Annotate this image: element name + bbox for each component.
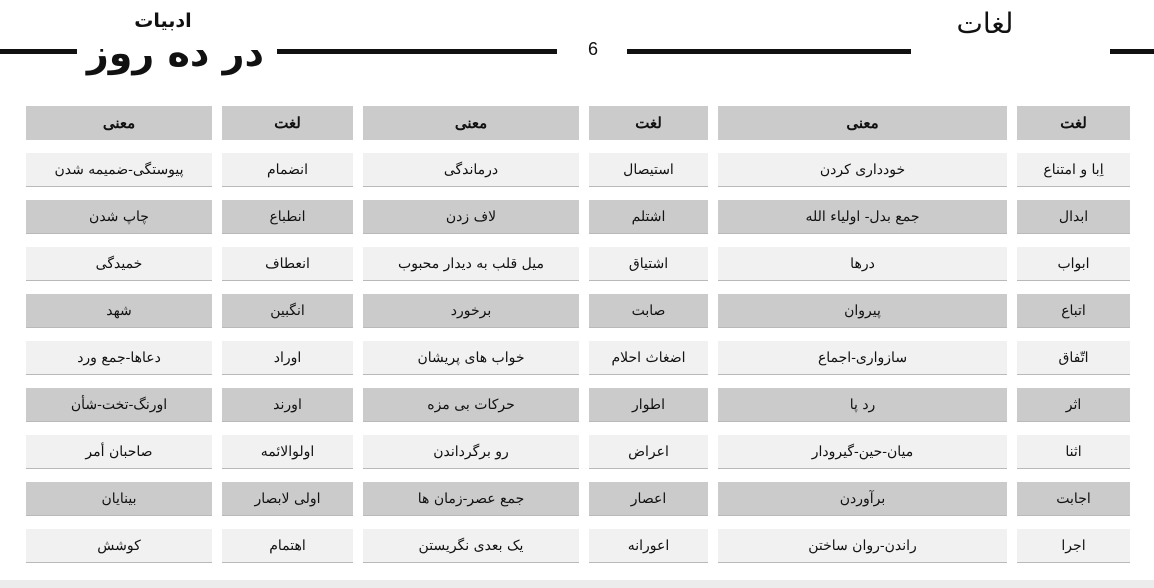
meaning-cell: اورنگ-تخت-شأن xyxy=(26,388,212,422)
word-cell: اورند xyxy=(222,388,353,422)
word-cell: اعورانه xyxy=(589,529,708,563)
glossary-table xyxy=(26,106,1112,574)
word-cell: اثنا xyxy=(1017,435,1130,469)
column-header-meaning: معنی xyxy=(26,106,212,140)
header-rule-right xyxy=(1110,49,1154,54)
word-cell: اجابت xyxy=(1017,482,1130,516)
column-header-word: لغت xyxy=(222,106,353,140)
header-rule-center-left xyxy=(277,49,557,54)
word-cell: اثر xyxy=(1017,388,1130,422)
word-cell: صابت xyxy=(589,294,708,328)
page-bottom-band xyxy=(0,580,1154,588)
word-cell: اجرا xyxy=(1017,529,1130,563)
word-cell: انطباع xyxy=(222,200,353,234)
column-header-word: لغت xyxy=(1017,106,1130,140)
meaning-cell: برخورد xyxy=(363,294,579,328)
brand-subtitle: ادبیات xyxy=(134,10,192,32)
word-cell: اوراد xyxy=(222,341,353,375)
page-number: 6 xyxy=(587,39,598,59)
header-rule-left xyxy=(0,49,77,54)
meaning-cell: راندن-روان ساختن xyxy=(718,529,1007,563)
meaning-cell: برآوردن xyxy=(718,482,1007,516)
brand-title: در ده روز xyxy=(86,31,264,75)
meaning-cell: کوشش xyxy=(26,529,212,563)
meaning-cell: شهد xyxy=(26,294,212,328)
meaning-cell: لاف زدن xyxy=(363,200,579,234)
meaning-cell: چاپ شدن xyxy=(26,200,212,234)
word-cell: انعطاف xyxy=(222,247,353,281)
word-cell: ابواب xyxy=(1017,247,1130,281)
meaning-cell: حرکات بی مزه xyxy=(363,388,579,422)
word-cell: اشتیاق xyxy=(589,247,708,281)
column-header-word: لغت xyxy=(589,106,708,140)
word-cell: انگبین xyxy=(222,294,353,328)
meaning-cell: رو برگرداندن xyxy=(363,435,579,469)
meaning-cell: میل قلب به دیدار محبوب xyxy=(363,247,579,281)
meaning-cell: جمع عصر-زمان ها xyxy=(363,482,579,516)
meaning-cell: صاحبان أمر xyxy=(26,435,212,469)
word-cell: استیصال xyxy=(589,153,708,187)
word-cell: اولوالائمه xyxy=(222,435,353,469)
word-cell: انضمام xyxy=(222,153,353,187)
meaning-cell: پیروان xyxy=(718,294,1007,328)
meaning-cell: جمع بدل- اولیاء الله xyxy=(718,200,1007,234)
meaning-cell: میان-حین-گیرودار xyxy=(718,435,1007,469)
meaning-cell: دعاها-جمع ورد xyxy=(26,341,212,375)
meaning-cell: خودداری کردن xyxy=(718,153,1007,187)
section-title: لغات xyxy=(956,7,1014,40)
meaning-cell: درها xyxy=(718,247,1007,281)
meaning-cell: سازواری-اجماع xyxy=(718,341,1007,375)
meaning-cell: خمیدگی xyxy=(26,247,212,281)
word-cell: اولی لابصار xyxy=(222,482,353,516)
meaning-cell: خواب های پریشان xyxy=(363,341,579,375)
word-cell: اضغاث احلام xyxy=(589,341,708,375)
word-cell: اهتمام xyxy=(222,529,353,563)
word-cell: اعراض xyxy=(589,435,708,469)
word-cell: اتباع xyxy=(1017,294,1130,328)
column-header-meaning: معنی xyxy=(363,106,579,140)
word-cell: اطوار xyxy=(589,388,708,422)
word-cell: اعصار xyxy=(589,482,708,516)
meaning-cell: رد پا xyxy=(718,388,1007,422)
meaning-cell: پیوستگی-ضمیمه شدن xyxy=(26,153,212,187)
word-cell: اتّفاق xyxy=(1017,341,1130,375)
meaning-cell: یک بعدی نگریستن xyxy=(363,529,579,563)
meaning-cell: بینایان xyxy=(26,482,212,516)
meaning-cell: درماندگی xyxy=(363,153,579,187)
word-cell: ابدال xyxy=(1017,200,1130,234)
header-rule-center-right xyxy=(627,49,911,54)
word-cell: اشتلم xyxy=(589,200,708,234)
column-header-meaning: معنی xyxy=(718,106,1007,140)
word-cell: اِبا و امتناع xyxy=(1017,153,1130,187)
